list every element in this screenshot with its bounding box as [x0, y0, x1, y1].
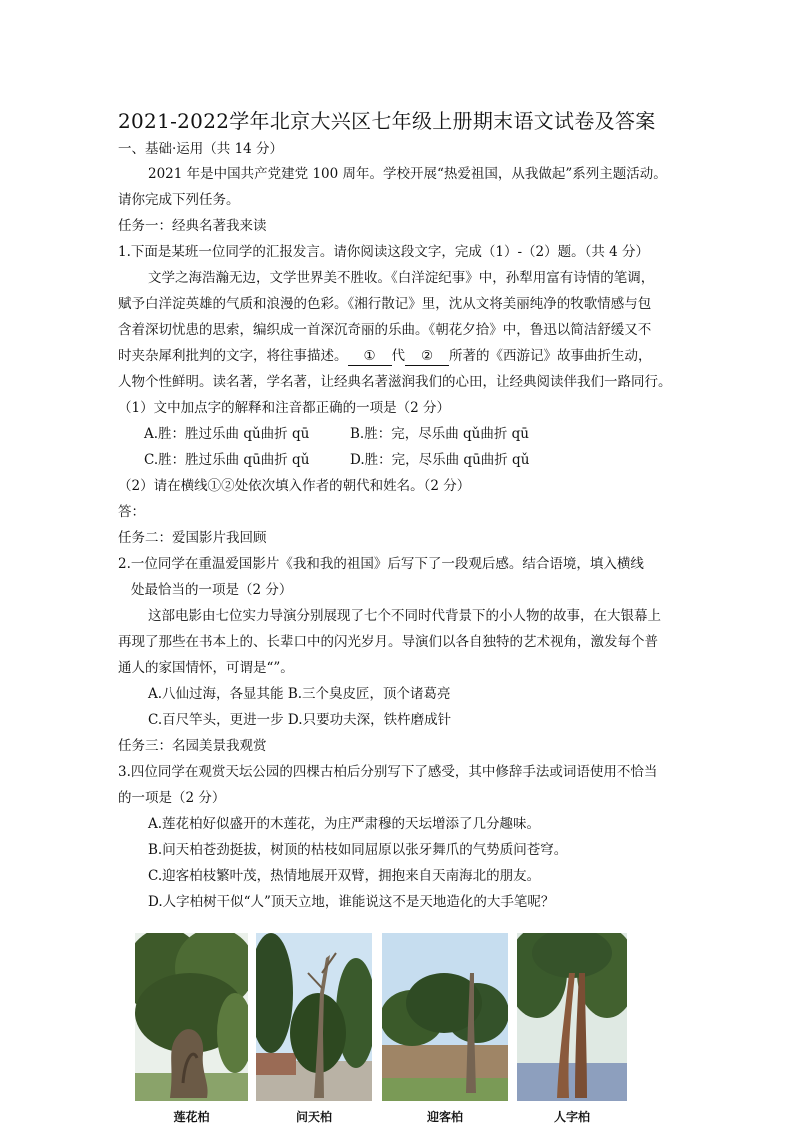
- tree-photos: [0, 933, 794, 1123]
- passage-line-4-mid: 代: [391, 348, 405, 364]
- option-3-c: C.迎客柏枝繁叶茂，热情地展开双臂，拥抱来自天南海北的朋友。: [148, 868, 541, 884]
- passage-line-2: 赋予白洋淀英雄的气质和浪漫的色彩。《湘行散记》里，沈从文将美丽纯净的牧歌情感与包: [118, 296, 652, 312]
- welcoming-cypress-photo: [382, 933, 508, 1101]
- photo-caption-1: 莲花柏: [173, 1110, 210, 1124]
- option-3-b: B.问天柏苍劲挺拔，树顶的枯枝如同屈原以张牙舞爪的气势质问苍穹。: [148, 842, 568, 858]
- photo-caption-3: 迎客柏: [426, 1110, 463, 1124]
- question-1-2: （2）请在横线①②处依次填入作者的朝代和姓名。（2 分）: [118, 478, 471, 494]
- blank-1: ①: [348, 347, 392, 366]
- passage-line-4-start: 时夹杂犀利批判的文字，将往事描述。: [118, 348, 348, 364]
- task-1-heading: 任务一：经典名著我来读: [118, 218, 267, 234]
- section-heading: 一、基础·运用（共 14 分）: [118, 141, 284, 157]
- option-1-1-b: B.胜：完，尽乐曲 qǔ曲折 qū: [350, 426, 529, 442]
- question-2-passage-3: 通人的家国情怀，可谓是“”。: [118, 660, 294, 676]
- option-1-1-a: A.胜：胜过乐曲 qǔ曲折 qū: [144, 426, 310, 442]
- option-3-a: A.莲花柏好似盛开的木莲花，为庄严肃穆的天坛增添了几分趣味。: [148, 816, 541, 832]
- task-2-heading: 任务二：爱国影片我回顾: [118, 530, 267, 546]
- option-1-1-d: D.胜：完，尽乐曲 qū曲折 qǔ: [350, 452, 530, 468]
- passage-line-1: 文学之海浩瀚无边，文学世界美不胜收。《白洋淀纪事》中，孙犁用富有诗情的笔调，: [148, 270, 655, 286]
- question-3-line-2: 的一项是（2 分）: [118, 790, 226, 806]
- intro-line-2: 请你完成下列任务。: [118, 192, 240, 208]
- question-3-line-1: 3.四位同学在观赏天坛公园的四棵古柏后分别写下了感受，其中修辞手法或词语使用不恰当: [118, 764, 658, 780]
- ren-shaped-cypress-photo: [517, 933, 627, 1101]
- question-2-line-1: 2.一位同学在重温爱国影片《我和我的祖国》后写下了一段观后感。结合语境，填入横线: [118, 556, 644, 572]
- option-1-1-c: C.胜：胜过乐曲 qū曲折 qǔ: [144, 452, 310, 468]
- answer-label: 答：: [118, 504, 145, 520]
- photo-caption-4: 人字柏: [553, 1110, 590, 1124]
- passage-line-5: 人物个性鲜明。读名著，学名著，让经典名著滋润我们的心田，让经典阅读伴我们一路同行。: [118, 374, 672, 390]
- intro-line-1: 2021 年是中国共产党建党 100 周年。学校开展“热爱祖国，从我做起”系列主题活动。: [148, 166, 667, 182]
- photo-caption-2: 问天柏: [295, 1110, 332, 1124]
- question-2-passage-1: 这部电影由七位实力导演分别展现了七个不同时代背景下的小人物的故事，在大银幕上: [148, 608, 661, 624]
- options-2-ab: A.八仙过海，各显其能 B.三个臭皮匠，顶个诸葛亮: [148, 686, 451, 702]
- heaven-asking-cypress-photo: [256, 933, 372, 1101]
- question-2-passage-2: 再现了那些在书本上的、长辈口中的闪光岁月。导演们以各自独特的艺术视角，激发每个普: [118, 634, 658, 650]
- page-title: 2021-2022学年北京大兴区七年级上册期末语文试卷及答案: [118, 109, 656, 133]
- question-2-line-2: 处最恰当的一项是（2 分）: [131, 582, 293, 598]
- option-3-d: D.人字柏树干似“人”顶天立地，谁能说这不是天地造化的大手笔呢？: [148, 894, 555, 910]
- passage-line-4-end: 所著的《西游记》故事曲折生动，: [449, 348, 652, 364]
- blank-2: ②: [405, 347, 449, 366]
- options-2-cd: C.百尺竿头，更进一步 D.只要功夫深，铁杵磨成针: [148, 712, 452, 728]
- question-1-1: （1）文中加点字的解释和注音都正确的一项是（2 分）: [118, 400, 450, 416]
- lotus-cypress-photo: [135, 933, 248, 1101]
- question-1: 1.下面是某班一位同学的汇报发言。请你阅读这段文字，完成（1）-（2）题。（共 4 分）: [118, 244, 650, 260]
- task-3-heading: 任务三：名园美景我观赏: [118, 738, 267, 754]
- passage-line-4: [118, 347, 652, 366]
- passage-line-3: 含着深切忧患的思索，编织成一首深沉奇丽的乐曲。《朝花夕拾》中，鲁迅以简洁舒缓又不: [118, 322, 652, 338]
